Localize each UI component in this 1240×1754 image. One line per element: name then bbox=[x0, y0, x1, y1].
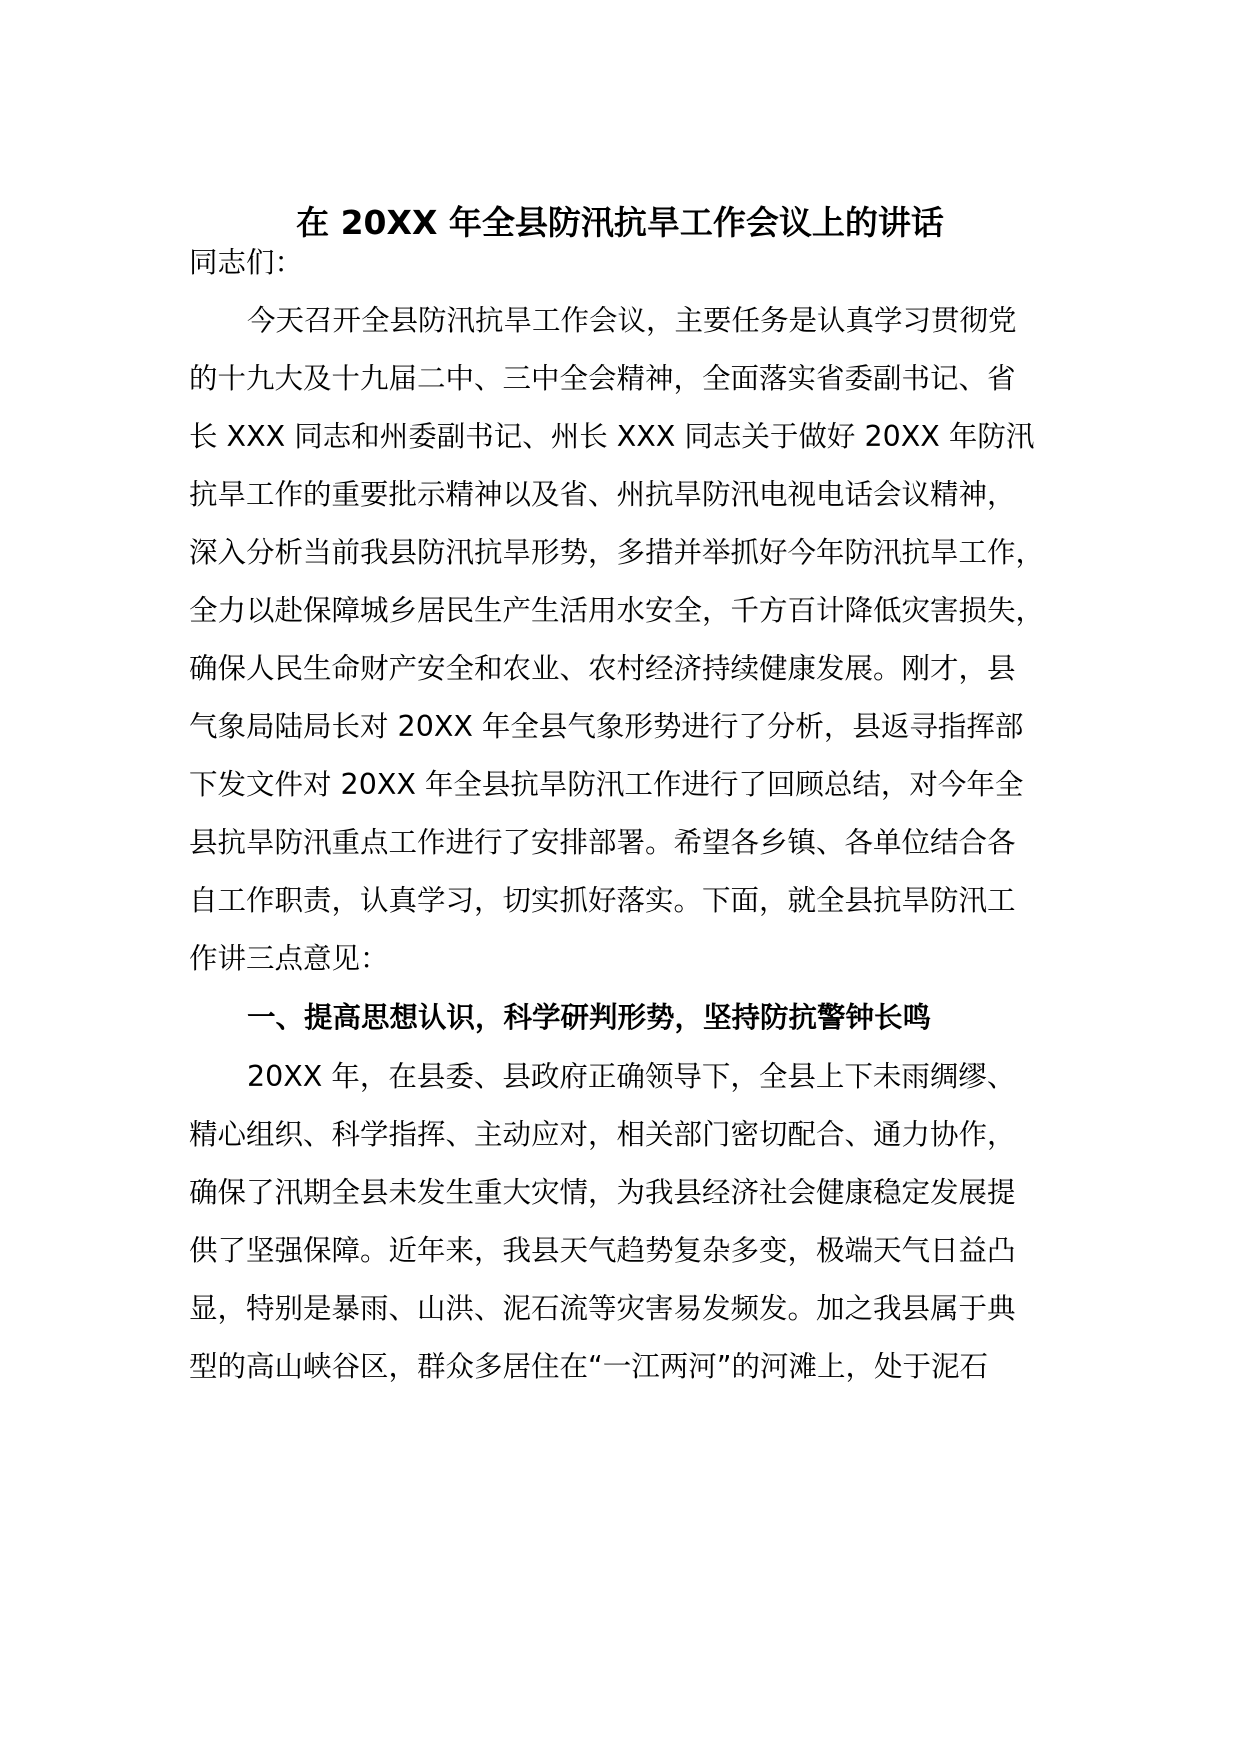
paragraph-line: 确保人民生命财产安全和农业、农村经济持续健康发展。刚才，县 bbox=[189, 652, 1016, 685]
paragraph-line: 型的高山峡谷区，群众多居住在“一江两河”的河滩上，处于泥石 bbox=[189, 1350, 989, 1383]
paragraph-line: 显，特别是暴雨、山洪、泥石流等灾害易发频发。加之我县属于典 bbox=[189, 1292, 1016, 1325]
paragraph-line: 抗旱工作的重要批示精神以及省、州抗旱防汛电视电话会议精神， bbox=[189, 478, 1016, 511]
paragraph-line: 20XX 年，在县委、县政府正确领导下，全县上下未雨绸缪、 bbox=[247, 1060, 1016, 1093]
document-title: 在 20XX 年全县防汛抗旱工作会议上的讲话 bbox=[296, 203, 944, 242]
paragraph-line: 全力以赴保障城乡居民生产生活用水安全，千方百计降低灾害损失， bbox=[189, 594, 1045, 627]
paragraph-line: 的十九大及十九届二中、三中全会精神，全面落实省委副书记、省 bbox=[189, 362, 1016, 395]
paragraph-line: 精心组织、科学指挥、主动应对，相关部门密切配合、通力协作， bbox=[189, 1118, 1016, 1151]
paragraph-line: 长 XXX 同志和州委副书记、州长 XXX 同志关于做好 20XX 年防汛 bbox=[189, 420, 1035, 453]
paragraph-line: 今天召开全县防汛抗旱工作会议，主要任务是认真学习贯彻党 bbox=[247, 304, 1017, 337]
salutation: 同志们： bbox=[189, 246, 304, 279]
paragraph-line: 气象局陆局长对 20XX 年全县气象形势进行了分析，县返寻指挥部 bbox=[189, 710, 1024, 743]
paragraph-line: 深入分析当前我县防汛抗旱形势，多措并举抓好今年防汛抗旱工作， bbox=[189, 536, 1045, 569]
section-heading: 一、提高思想认识，科学研判形势，坚持防抗警钟长鸣 bbox=[247, 1001, 932, 1034]
paragraph-line: 自工作职责，认真学习，切实抓好落实。下面，就全县抗旱防汛工 bbox=[189, 884, 1016, 917]
paragraph-line: 县抗旱防汛重点工作进行了安排部署。希望各乡镇、各单位结合各 bbox=[189, 826, 1016, 859]
paragraph-line: 下发文件对 20XX 年全县抗旱防汛工作进行了回顾总结，对今年全 bbox=[189, 768, 1024, 801]
paragraph-line: 作讲三点意见： bbox=[189, 942, 389, 975]
paragraph-line: 供了坚强保障。近年来，我县天气趋势复杂多变，极端天气日益凸 bbox=[189, 1234, 1016, 1267]
paragraph-line: 确保了汛期全县未发生重大灾情，为我县经济社会健康稳定发展提 bbox=[189, 1176, 1016, 1209]
